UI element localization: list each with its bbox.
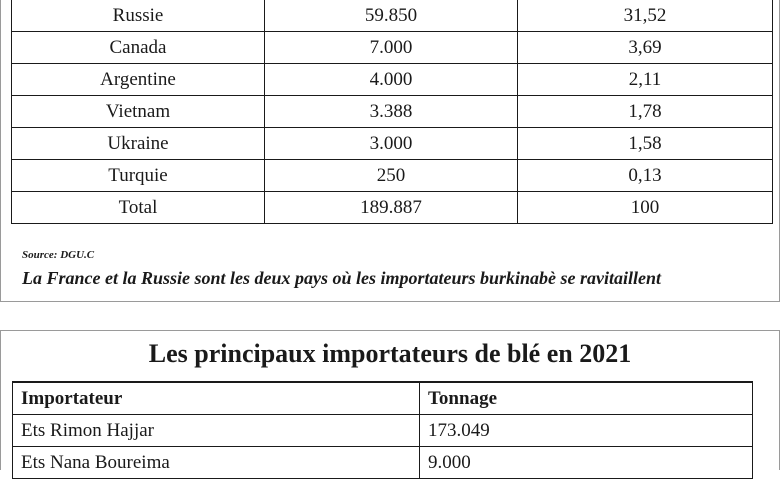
tonnage-cell: 3.388 xyxy=(265,96,518,128)
country-cell: Vietnam xyxy=(12,96,265,128)
percent-cell: 0,13 xyxy=(518,160,773,192)
country-cell: Turquie xyxy=(12,160,265,192)
percent-cell: 2,11 xyxy=(518,64,773,96)
table-row xyxy=(12,32,773,64)
country-cell: Argentine xyxy=(12,64,265,96)
percent-cell: 1,58 xyxy=(518,128,773,160)
caption: La France et la Russie sont les deux pays où les importateurs burkinabè se ravitaillent xyxy=(22,268,662,288)
importer-cell: Ets Rimon Hajjar xyxy=(13,415,420,447)
percent-cell: 3,69 xyxy=(518,32,773,64)
percent-cell: 31,52 xyxy=(518,0,773,32)
table-row xyxy=(13,415,753,447)
percent-cell: 1,78 xyxy=(518,96,773,128)
table-row xyxy=(13,447,753,479)
table-row xyxy=(12,0,773,32)
tonnage-cell: 59.850 xyxy=(265,0,518,32)
total-tonnage-cell: 189.887 xyxy=(265,192,518,224)
tonnage-cell: 4.000 xyxy=(265,64,518,96)
table-row xyxy=(12,128,773,160)
table-row xyxy=(12,96,773,128)
table-row xyxy=(12,64,773,96)
tonnage-cell: 9.000 xyxy=(420,447,753,479)
column-header-importer: Importateur xyxy=(13,382,420,415)
country-cell: Russie xyxy=(12,0,265,32)
source-note: Source: DGU.C xyxy=(22,249,95,261)
importer-cell: Ets Nana Boureima xyxy=(13,447,420,479)
tonnage-cell: 173.049 xyxy=(420,415,753,447)
column-header-tonnage: Tonnage xyxy=(420,382,753,415)
table-header-row xyxy=(13,382,753,415)
total-label-cell: Total xyxy=(12,192,265,224)
total-row xyxy=(12,192,773,224)
country-cell: Ukraine xyxy=(12,128,265,160)
country-import-table xyxy=(11,0,773,224)
table-row xyxy=(12,160,773,192)
tonnage-cell: 3.000 xyxy=(265,128,518,160)
country-cell: Canada xyxy=(12,32,265,64)
total-percent-cell: 100 xyxy=(518,192,773,224)
importers-title: Les principaux importateurs de blé en 2021 xyxy=(148,339,632,368)
tonnage-cell: 7.000 xyxy=(265,32,518,64)
importers-table xyxy=(12,381,753,479)
tonnage-cell: 250 xyxy=(265,160,518,192)
